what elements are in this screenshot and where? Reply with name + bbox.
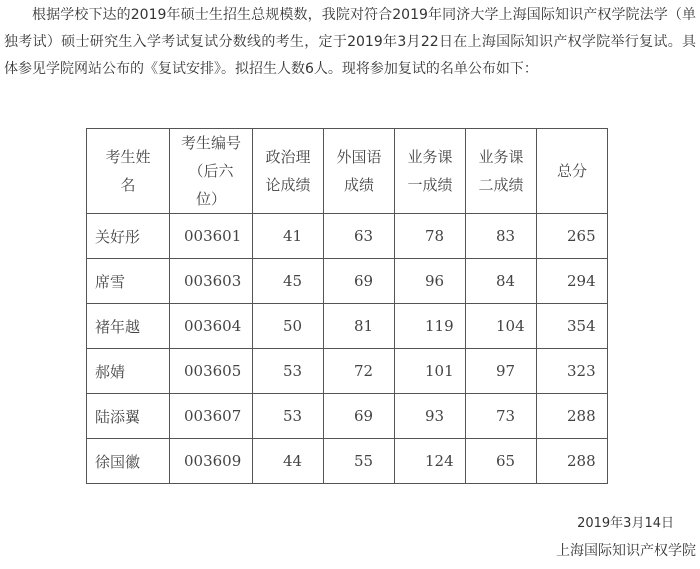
cell-course2: 104	[466, 304, 537, 349]
header-total-label: 总分	[556, 162, 587, 180]
cell-politics: 50	[253, 304, 324, 349]
cell-language: 81	[324, 304, 395, 349]
cell-course2: 73	[466, 394, 537, 439]
cell-course1: 93	[395, 394, 466, 439]
cell-total: 294	[537, 259, 608, 304]
table-row	[87, 349, 608, 394]
cell-language: 63	[324, 214, 395, 259]
cell-name: 郝婧	[87, 349, 170, 394]
cell-language: 69	[324, 394, 395, 439]
cell-course1: 78	[395, 214, 466, 259]
cell-course2: 97	[466, 349, 537, 394]
cell-total: 288	[537, 439, 608, 484]
header-politics	[253, 129, 324, 214]
table-header-row	[87, 129, 608, 214]
cell-total: 265	[537, 214, 608, 259]
header-course2-label: 业务课二成绩	[478, 148, 524, 194]
cell-id: 003603	[170, 259, 253, 304]
cell-name: 陆添翼	[87, 394, 170, 439]
table-row	[87, 439, 608, 484]
cell-total: 354	[537, 304, 608, 349]
cell-politics: 53	[253, 394, 324, 439]
cell-name: 徐国徽	[87, 439, 170, 484]
cell-name: 席雪	[87, 259, 170, 304]
header-course1-label: 业务课一成绩	[407, 148, 453, 194]
table-row	[87, 304, 608, 349]
cell-total: 323	[537, 349, 608, 394]
footer-organization: 上海国际知识产权学院	[556, 543, 696, 559]
cell-language: 72	[324, 349, 395, 394]
footer-date: 2019年3月14日	[577, 516, 674, 531]
cell-course1: 124	[395, 439, 466, 484]
cell-course1: 101	[395, 349, 466, 394]
cell-politics: 44	[253, 439, 324, 484]
cell-id: 003609	[170, 439, 253, 484]
cell-id: 003601	[170, 214, 253, 259]
header-language	[324, 129, 395, 214]
header-course2	[466, 129, 537, 214]
cell-language: 69	[324, 259, 395, 304]
cell-course1: 96	[395, 259, 466, 304]
table-row	[87, 394, 608, 439]
cell-name: 关好彤	[87, 214, 170, 259]
cell-id: 003607	[170, 394, 253, 439]
cell-course2: 84	[466, 259, 537, 304]
header-course1	[395, 129, 466, 214]
cell-course2: 65	[466, 439, 537, 484]
cell-politics: 41	[253, 214, 324, 259]
cell-language: 55	[324, 439, 395, 484]
header-language-label: 外国语成绩	[336, 148, 382, 194]
candidate-score-table	[86, 128, 608, 484]
header-politics-label: 政治理论成绩	[265, 148, 311, 194]
header-total	[537, 129, 608, 214]
cell-id: 003605	[170, 349, 253, 394]
intro-paragraph: 根据学校下达的2019年硕士生招生总规模数，我院对符合2019年同济大学上海国际知识产权学院法学（单独考试）硕士研究生入学考试复试分数线的考生，定于2019年3月22日在上海国际知识产权学院举行复试。具体参见学院网站公布的《复试安排》。拟招生人数6人。现将参加复试的名单公布如下：	[4, 7, 696, 77]
cell-id: 003604	[170, 304, 253, 349]
cell-course1: 119	[395, 304, 466, 349]
cell-politics: 53	[253, 349, 324, 394]
header-name-label: 考生姓名	[105, 148, 151, 194]
cell-course2: 83	[466, 214, 537, 259]
cell-total: 288	[537, 394, 608, 439]
table-row	[87, 259, 608, 304]
cell-politics: 45	[253, 259, 324, 304]
header-name	[87, 129, 170, 214]
table-row	[87, 214, 608, 259]
header-id-label: 考生编号（后六位）	[180, 134, 241, 208]
cell-name: 褚年越	[87, 304, 170, 349]
header-id	[170, 129, 253, 214]
